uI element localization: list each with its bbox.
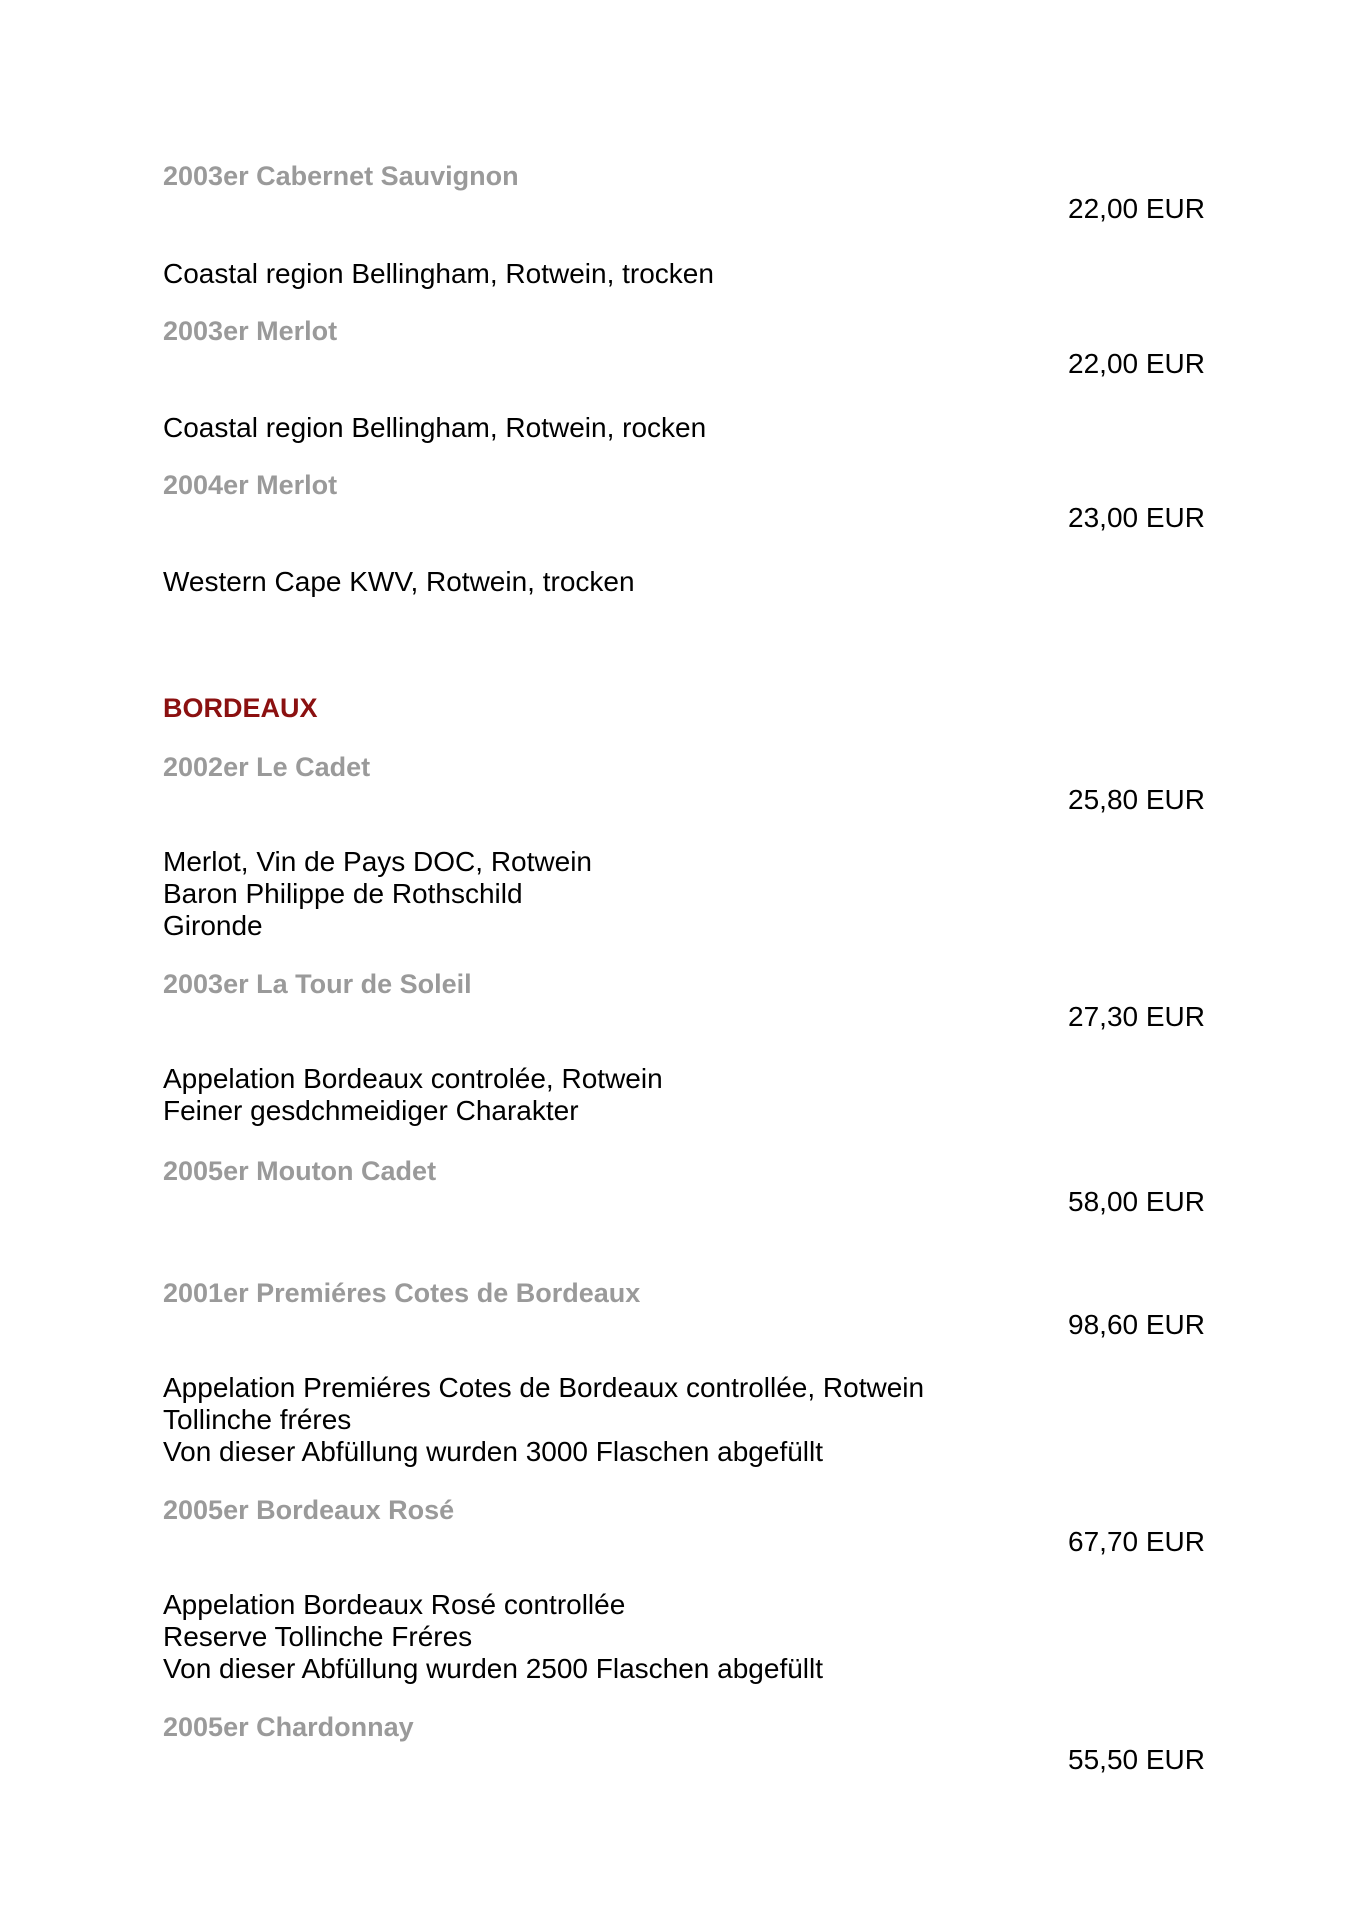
description-line: Merlot, Vin de Pays DOC, Rotwein [163,846,592,877]
description-line: Reserve Tollinche Fréres [163,1621,473,1652]
wine-price: 55,50 EUR [1068,1744,1205,1775]
wine-description: Coastal region Bellingham, Rotwein, trocken [163,258,714,289]
wine-description [163,1372,924,1468]
wine-price: 98,60 EUR [1068,1309,1205,1340]
wine-name: 2003er Cabernet Sauvignon [163,161,519,191]
description-line: Baron Philippe de Rothschild [163,878,523,909]
description-line: Appelation Bordeaux controlée, Rotwein [163,1063,663,1094]
wine-name: 2001er Premiéres Cotes de Bordeaux [163,1278,641,1308]
description-line: Appelation Bordeaux Rosé controllée [163,1589,626,1620]
wine-price: 23,00 EUR [1068,502,1205,533]
wine-name: 2005er Mouton Cadet [163,1156,437,1186]
wine-price: 22,00 EUR [1068,193,1205,224]
wine-name: 2002er Le Cadet [163,752,371,782]
description-line: Gironde [163,910,263,941]
wine-name: 2003er La Tour de Soleil [163,969,472,999]
wine-name: 2004er Merlot [163,470,338,500]
section-heading: BORDEAUX [163,693,318,723]
wine-description: Western Cape KWV, Rotwein, trocken [163,566,635,597]
wine-description [163,1589,823,1685]
wine-price: 22,00 EUR [1068,348,1205,379]
wine-description [163,1063,663,1127]
wine-name: 2005er Chardonnay [163,1712,414,1742]
wine-name: 2005er Bordeaux Rosé [163,1495,455,1525]
wine-price: 27,30 EUR [1068,1001,1205,1032]
wine-name: 2003er Merlot [163,316,338,346]
wine-description: Coastal region Bellingham, Rotwein, rocken [163,412,707,443]
wine-price: 67,70 EUR [1068,1526,1205,1557]
description-line: Von dieser Abfüllung wurden 2500 Flaschen abgefüllt [163,1653,824,1684]
wine-description [163,846,592,942]
description-line: Von dieser Abfüllung wurden 3000 Flaschen abgefüllt [163,1436,824,1467]
description-line: Feiner gesdchmeidiger Charakter [163,1095,579,1126]
wine-price: 58,00 EUR [1068,1186,1205,1217]
description-line: Appelation Premiéres Cotes de Bordeaux controllée, Rotwein [163,1372,925,1403]
description-line: Tollinche fréres [163,1404,352,1435]
wine-price: 25,80 EUR [1068,784,1205,815]
